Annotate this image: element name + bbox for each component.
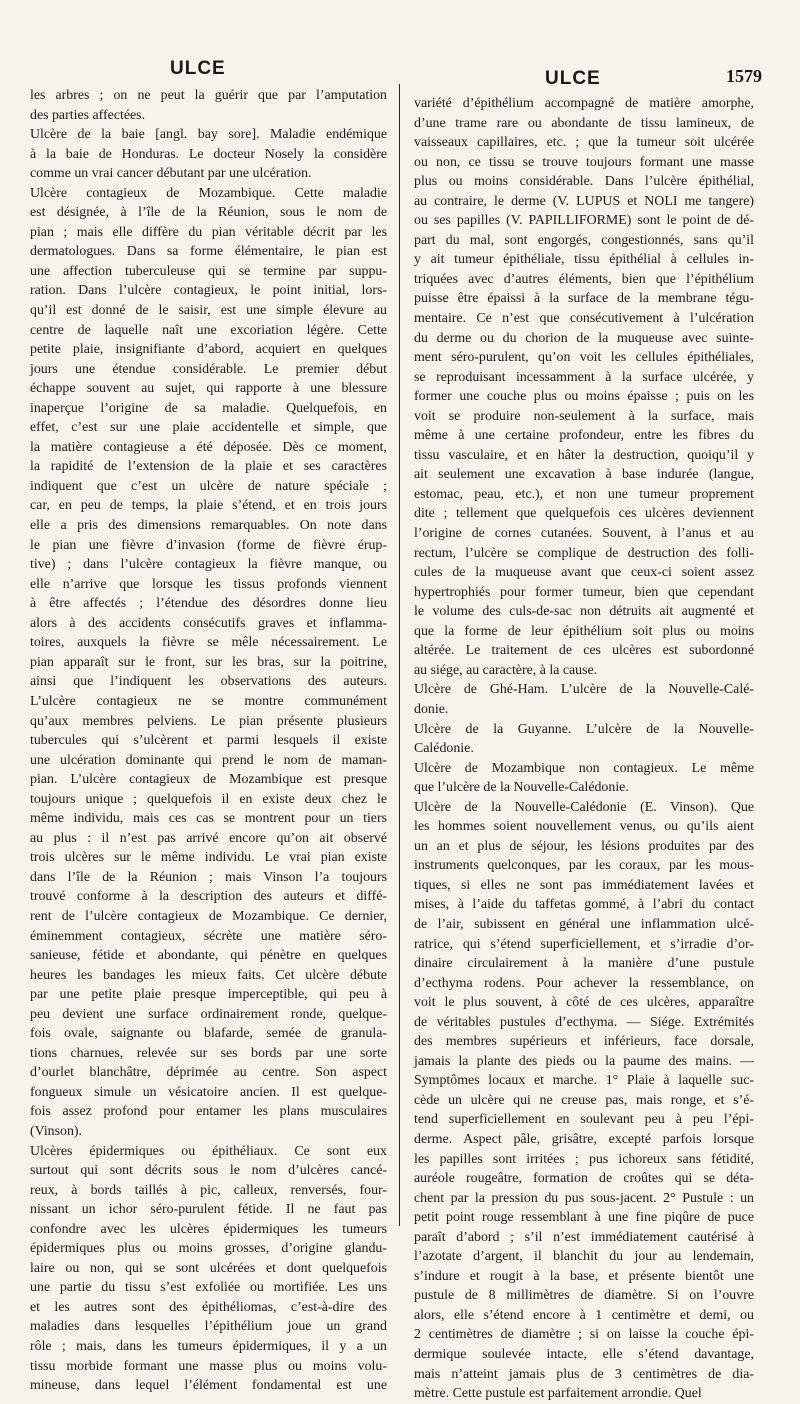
text-line: de l’air, subissent en général une inflammation ulcé- bbox=[414, 916, 754, 932]
text-line: Ulcères épidermiques ou épithéliaux. Ce sont eux bbox=[30, 1143, 387, 1159]
text-line: alors, elle s’étend encore à 1 centimètre et demi, ou bbox=[414, 1307, 754, 1323]
text-line: part du mal, sont engorgés, congestionnés, sans qu’il bbox=[414, 232, 754, 248]
text-line: dermique soulevée intacte, elle s’étend davantage, bbox=[414, 1347, 754, 1362]
text-line: heures les bandages les mieux faits. Cet ulcère débute bbox=[30, 967, 387, 983]
text-line: tions charnues, relevée sur ses bords par une sorte bbox=[30, 1045, 387, 1061]
text-line: se reproduisant incessamment à la surface ulcérée, y bbox=[414, 369, 754, 385]
text-line: ment séro-purulent, qu’on voit les cellules épithéliales, bbox=[414, 350, 754, 366]
right-text-column bbox=[414, 94, 754, 1404]
text-line: ait seulement une excavation à base indurée (langue, bbox=[414, 467, 754, 483]
page-number: 1579 bbox=[726, 66, 762, 86]
text-line: toujours unique ; quelquefois il en existe deux chez le bbox=[30, 791, 387, 807]
text-line: au plus : il n’est pas arrivé encore qu’on ait observé bbox=[30, 830, 387, 846]
left-text-column bbox=[30, 86, 387, 1396]
text-line: elle a pris des dimensions remarquables. On note dans bbox=[30, 518, 387, 534]
text-line: d’ourlet blanchâtre, déprimée au centre. Son aspect bbox=[30, 1065, 387, 1081]
text-line: Ulcère de la Nouvelle-Calédonie (E. Vinson). Que bbox=[414, 799, 754, 815]
text-line: petite plaie, insignifiante d’abord, acquiert en quelques bbox=[30, 342, 387, 358]
text-line: dermatologues. Dans sa forme élémentaire, le pian est bbox=[30, 244, 387, 260]
text-line: car, en peu de temps, la plaie s’étend, et en trois jours bbox=[30, 498, 387, 514]
text-line: puisse être épaissi à la surface de la membrane tégu- bbox=[414, 291, 754, 307]
text-line: reux, à bords taillés à pic, calleux, renversés, four- bbox=[30, 1182, 387, 1198]
text-line: voit le plus souvent, à côté de ces ulcères, apparaître bbox=[414, 995, 754, 1011]
text-line: auréole rougeâtre, formation de croûtes qui se déta- bbox=[414, 1171, 754, 1187]
text-line: pian ; mais elle diffère du pian véritable décrit par les bbox=[30, 224, 387, 240]
text-line: petit point rouge ressemblant à une fine piqûre de puce bbox=[414, 1210, 754, 1226]
text-line: indiquent que c’est un ulcère de nature spéciale ; bbox=[30, 478, 387, 494]
text-line: dite ; tellement que quelquefois ces ulcères deviennent bbox=[414, 506, 754, 522]
text-line: 2 centimètres de diamètre ; si on laisse la couche épi- bbox=[414, 1327, 754, 1343]
text-line: fois ovale, saignante ou blafarde, semée de granula- bbox=[30, 1026, 387, 1042]
text-line: effet, c’est sur une plaie accidentelle et simple, que bbox=[30, 420, 387, 436]
text-line: d’une trame rare ou abondante de tissu lamineux, de bbox=[414, 115, 754, 131]
text-line: trouvé conforme à la description des auteurs et diffé- bbox=[30, 889, 387, 905]
text-line: dinaire circulairement à la manière d’une pustule bbox=[414, 956, 754, 972]
text-line: éminemment contagieux, sécrète une matière séro- bbox=[30, 928, 387, 944]
text-line: chent par la pression du pus sous-jacent. 2° Pustule : un bbox=[414, 1190, 754, 1206]
text-line: derme. Aspect pâle, grisâtre, excepté parfois lorsque bbox=[414, 1131, 754, 1147]
text-line: plus ou moins considérable. Dans l’ulcère épithélial, bbox=[414, 174, 754, 190]
text-line: jours une étendue considérable. Le premier début bbox=[30, 361, 387, 377]
text-line: jamais la plante des pieds ou la paume des mains. — bbox=[414, 1053, 754, 1069]
text-line: tubercules qui s’ulcèrent et parmi lesquels il existe bbox=[30, 733, 387, 749]
text-line: tive) ; dans l’ulcère contagieux la fièvre manque, ou bbox=[30, 557, 387, 573]
text-line: ou ses papilles (V. PAPILLIFORME) sont le point de dé- bbox=[414, 213, 754, 229]
text-line: Ulcère de la baie [angl. bay sore]. Maladie endémique bbox=[30, 127, 387, 143]
text-line: d’ecthyma rodens. Pour achever la ressemblance, on bbox=[414, 975, 754, 991]
text-line: voit se produire non-seulement à la surface, mais bbox=[414, 408, 754, 424]
text-line: et les autres sont des épithéliomas, c’est-à-dire des bbox=[30, 1299, 387, 1315]
text-line: du derme ou du chorion de la muqueuse avec suinte- bbox=[414, 330, 754, 346]
text-line: une partie du tissu s’est exfoliée ou mortifiée. Les uns bbox=[30, 1280, 387, 1296]
text-line: inaperçue l’origine de sa maladie. Quelquefois, en bbox=[30, 400, 387, 416]
text-line: variété d’épithélium accompagné de matière amorphe, bbox=[414, 96, 754, 111]
text-line: qu’aux membres pelviens. Le pian présente plusieurs bbox=[30, 713, 387, 729]
text-line: tiques, si elles ne sont pas immédiatement lavées et bbox=[414, 877, 754, 893]
text-line: tissu vasculaire, et en hâter la destruction, quoiqu’il y bbox=[414, 447, 754, 463]
running-head-right: ULCE bbox=[545, 68, 601, 89]
text-line: ainsi que l’indiquent les observations des auteurs. bbox=[30, 674, 387, 690]
text-line: à la baie de Honduras. Le docteur Nosely la considère bbox=[30, 146, 387, 162]
text-line: tissu morbide formant une masse plus ou moins volu- bbox=[30, 1358, 387, 1374]
text-line: Ulcère de la Guyanne. L’ulcère de la Nouvelle- bbox=[414, 721, 754, 737]
text-line: s’indure et rougit à la base, et présente bientôt une bbox=[414, 1268, 754, 1284]
text-line: maladies dans lesquelles l’épithélium joue un grand bbox=[30, 1319, 387, 1335]
text-line: nissant un ichor séro-purulent fétide. Il ne faut pas bbox=[30, 1202, 387, 1218]
text-line: une affection tuberculeuse qui se termine par suppu- bbox=[30, 263, 387, 279]
text-line: les papilles sont irritées ; pus ichoreux sans fétidité, bbox=[414, 1151, 754, 1167]
text-line: même individu, mais ces cas se montrent pour un tiers bbox=[30, 811, 387, 827]
text-line: hypertrophiés pour former tumeur, bien que cependant bbox=[414, 584, 754, 600]
text-line: donie. bbox=[414, 701, 449, 717]
text-line: pian apparaît sur le front, sur les bras, sur la poitrine, bbox=[30, 654, 387, 670]
text-line: rôle ; mais, dans les tumeurs épidermiques, il y a un bbox=[30, 1339, 387, 1354]
text-line: échappe souvent au sujet, qui rapporte à une blessure bbox=[30, 381, 387, 397]
text-line: ou non, ce tissu se trouve toujours formant une masse bbox=[414, 154, 754, 170]
text-line: ration. Dans l’ulcère contagieux, le point initial, lors- bbox=[30, 283, 387, 299]
text-line: confondre avec les ulcères épidermiques les tumeurs bbox=[30, 1221, 387, 1237]
text-line: pian. L’ulcère contagieux de Mozambique est presque bbox=[30, 772, 387, 788]
text-line: une ulcération dominante qui prend le nom de maman- bbox=[30, 752, 387, 768]
text-line: mentaire. Ce n’est que consécutivement à l’ulcération bbox=[414, 311, 754, 327]
text-line: Symptômes locaux et marche. 1° Plaie à laquelle suc- bbox=[414, 1073, 754, 1089]
text-line: (Vinson). bbox=[30, 1123, 83, 1139]
text-line: même à une certaine profondeur, entre les fibres du bbox=[414, 428, 754, 444]
text-line: triquées avec d’autres éléments, bien que l’épithélium bbox=[414, 271, 754, 287]
text-line: la matière contagieuse a été déposée. Dès ce moment, bbox=[30, 439, 387, 455]
text-line: Ulcère contagieux de Mozambique. Cette maladie bbox=[30, 185, 387, 201]
text-line: épidermiques plus ou moins grosses, d’origine glandu- bbox=[30, 1241, 387, 1257]
text-line: instruments quelconques, par les coraux, par les mous- bbox=[414, 858, 754, 874]
text-line: l’origine de cornes cutanées. Souvent, à l’anus et au bbox=[414, 526, 754, 542]
text-line: fongueux simule un vésicatoire ancien. Il est quelque- bbox=[30, 1084, 387, 1100]
text-line: un an et plus de séjour, les lésions produites par des bbox=[414, 838, 754, 854]
text-line: les arbres ; on ne peut la guérir que par l’amputation bbox=[30, 88, 387, 103]
text-line: sanieuse, fétide et abondante, qui pénètre en quelques bbox=[30, 948, 387, 964]
text-line: mais n’atteint jamais plus de 3 centimètres de dia- bbox=[414, 1366, 754, 1382]
text-line: fois assez profond pour entamer les plans musculaires bbox=[30, 1104, 387, 1120]
text-line: former une couche plus ou moins épaisse ; puis on les bbox=[414, 389, 754, 405]
text-line: cules de la muqueuse avant que ceux-ci soient assez bbox=[414, 565, 754, 581]
text-line: au siége, au caractère, à la cause. bbox=[414, 662, 598, 678]
text-line: mises, à l’aide du taffetas gommé, à l’abri du contact bbox=[414, 897, 754, 913]
text-line: Calédonie. bbox=[414, 741, 474, 757]
running-head-left: ULCE bbox=[170, 58, 226, 79]
text-line: laire ou non, qui se sont ulcérées et dont quelquefois bbox=[30, 1260, 387, 1276]
text-line: le pian une fièvre d’invasion (forme de fièvre érup- bbox=[30, 537, 387, 553]
text-line: ratrice, qui s’étend superficiellement, et s’irradie d’or- bbox=[414, 936, 754, 952]
text-line: tend superficiellement en soulevant peu à peu l’épi- bbox=[414, 1112, 754, 1128]
text-line: les hommes soient nouvellement venus, ou qu’ils aient bbox=[414, 819, 754, 835]
text-line: est désignée, à l’île de la Réunion, sous le nom de bbox=[30, 205, 387, 221]
text-line: pustule de 8 millimètres de diamètre. Si on l’ouvre bbox=[414, 1288, 754, 1304]
text-line: le volume des culs-de-sac non détruits ait augmenté et bbox=[414, 604, 754, 620]
text-line: de véritables pustules d’ecthyma. — Siége. Extrémités bbox=[414, 1014, 754, 1030]
text-line: paraît d’abord ; s’il n’est immédiatement cautérisé à bbox=[414, 1229, 754, 1245]
text-line: y ait tumeur épithéliale, tissu épithélial à cellules in- bbox=[414, 252, 754, 268]
text-line: alors à des accidents consécutifs graves et inflamma- bbox=[30, 615, 387, 631]
text-line: vaisseaux capillaires, etc. ; que la tumeur soit ulcérée bbox=[414, 135, 754, 151]
text-line: cède un ulcère qui ne creuse pas, mais ronge, et s’é- bbox=[414, 1092, 754, 1108]
text-line: l’azotate d’argent, il blanchit du jour au lendemain, bbox=[414, 1249, 754, 1265]
text-line: à être affectés ; l’étendue des désordres donne lieu bbox=[30, 596, 387, 612]
text-line: comme un vrai cancer débutant par une ulcération. bbox=[30, 166, 312, 182]
text-line: trois ulcères sur le même individu. Le vrai pian existe bbox=[30, 850, 387, 866]
text-line: L’ulcère contagieux ne se montre communément bbox=[30, 693, 387, 709]
text-line: Ulcère de Ghé-Ham. L’ulcère de la Nouvelle-Calé- bbox=[414, 682, 754, 698]
text-line: rectum, l’ulcère se complique de destruction des folli- bbox=[414, 545, 754, 561]
text-line: dans l’île de la Réunion ; mais Vinson l’a toujours bbox=[30, 869, 387, 885]
text-line: rent de l’ulcère contagieux de Mozambique. Ce dernier, bbox=[30, 908, 387, 924]
text-line: estomac, peau, etc.), et non une tumeur proprement bbox=[414, 486, 754, 502]
text-line: par une petite plaie presque imperceptible, qui peu à bbox=[30, 987, 387, 1003]
text-line: au contraire, le derme (V. LUPUS et NOLI me tangere) bbox=[414, 193, 754, 209]
text-line: la rapidité de l’extension de la plaie et ses caractères bbox=[30, 459, 387, 475]
text-line: surtout qui sont décrits sous le nom d’ulcères cancé- bbox=[30, 1163, 387, 1179]
text-line: des membres supérieurs et inférieurs, face dorsale, bbox=[414, 1034, 754, 1050]
text-line: elle n’arrive que lorsque les tissus profonds viennent bbox=[30, 576, 387, 592]
text-line: altérée. Le traitement de ces ulcères est subordonné bbox=[414, 643, 754, 659]
text-line: toires, auxquels la fièvre se mêle nécessairement. Le bbox=[30, 635, 387, 651]
text-line: Ulcère de Mozambique non contagieux. Le même bbox=[414, 760, 754, 776]
text-line: peu devient une surface ordinairement ronde, quelque- bbox=[30, 1006, 387, 1022]
text-line: qu’il est donné de le saisir, est une simple élevure au bbox=[30, 303, 387, 319]
text-line: mètre. Cette pustule est parfaitement arrondie. Quel bbox=[414, 1386, 702, 1402]
column-divider bbox=[399, 84, 400, 1226]
text-line: que la forme de leur épithélium soit plus ou moins bbox=[414, 623, 754, 639]
text-line: centre de laquelle naît une excoriation légère. Cette bbox=[30, 322, 387, 338]
text-line: des parties affectées. bbox=[30, 107, 146, 123]
text-line: que l’ulcère de la Nouvelle-Calédonie. bbox=[414, 780, 629, 796]
text-line: mineuse, dans lequel l’élément fondamental est une bbox=[30, 1378, 387, 1394]
